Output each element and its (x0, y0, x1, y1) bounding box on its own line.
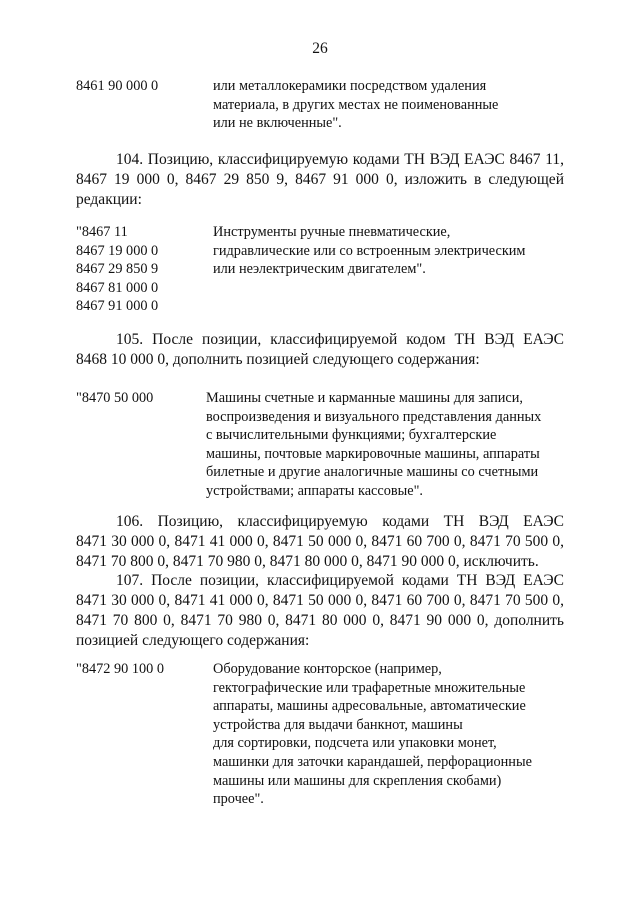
paragraph-line: 8467 19 000 0, 8467 29 850 9, 8467 91 000 0, изложить в следующей (76, 171, 564, 188)
entry-code: "8467 11 8467 19 000 0 8467 29 850 9 8467 81 000 0 8467 91 000 0 (76, 224, 159, 315)
paragraph-line: позицией следующего содержания: (76, 632, 310, 649)
paragraph-106 (76, 512, 564, 572)
paragraph-line: 104. Позицию, классифицируемую кодами ТН ВЭД ЕАЭС 8467 11, (116, 151, 564, 168)
entry-code: 8461 90 000 0 (76, 78, 159, 94)
entry-description: или металлокерамики посредством удаления материала, в других местах не поименованные или не включенные". (213, 78, 499, 132)
paragraph-line: 107. После позиции, классифицируемой кодами ТН ВЭД ЕАЭС (116, 572, 564, 589)
entry-8470 (76, 389, 541, 501)
paragraph-107 (76, 571, 564, 651)
paragraph-line: редакции: (76, 191, 142, 208)
paragraph-105 (76, 330, 564, 370)
entry-description: Инструменты ручные пневматические, гидравлические или со встроенным электрическим или неэлектрическим двигателем". (213, 224, 526, 278)
entry-description: Оборудование конторское (например, гектографические или трафаретные множительные аппараты, машины адресовальные, автоматические устройства для выдачи банкнот, машины для сортировки, подсчета или упаковки монет, машинки для заточки карандашей, перфорационные машины или машины для скрепления скобами) прочее". (213, 661, 532, 808)
paragraph-line: 8468 10 000 0, дополнить позицией следующего содержания: (76, 351, 480, 368)
entry-description: Машины счетные и карманные машины для записи, воспроизведения и визуального представления данных с вычислительными функциями; бухгалтерские машины, почтовые маркировочные машины, аппараты билетные и другие аналогичные машины со счетными устройствами; аппараты кассовые". (206, 390, 542, 499)
paragraph-line: 8471 70 800 0, 8471 70 980 0, 8471 80 000 0, 8471 90 000 0, исключить. (76, 553, 539, 570)
entry-code: "8470 50 000 (76, 390, 154, 406)
paragraph-line: 8471 70 800 0, 8471 70 980 0, 8471 80 000 0, 8471 90 000 0, дополнить (76, 612, 564, 629)
entry-8467 (76, 223, 525, 316)
entry-8472 (76, 660, 532, 809)
entry-8461 (76, 77, 498, 133)
paragraph-line: 105. После позиции, классифицируемой кодом ТН ВЭД ЕАЭС (116, 331, 564, 348)
paragraph-104 (76, 150, 564, 210)
paragraph-line: 106. Позицию, классифицируемую кодами ТН ВЭД ЕАЭС (116, 513, 564, 530)
entry-code: "8472 90 100 0 (76, 661, 165, 677)
paragraph-line: 8471 30 000 0, 8471 41 000 0, 8471 50 000 0, 8471 60 700 0, 8471 70 500 0, (76, 533, 564, 550)
page-number: 26 (312, 40, 328, 57)
paragraph-line: 8471 30 000 0, 8471 41 000 0, 8471 50 000 0, 8471 60 700 0, 8471 70 500 0, (76, 592, 564, 609)
